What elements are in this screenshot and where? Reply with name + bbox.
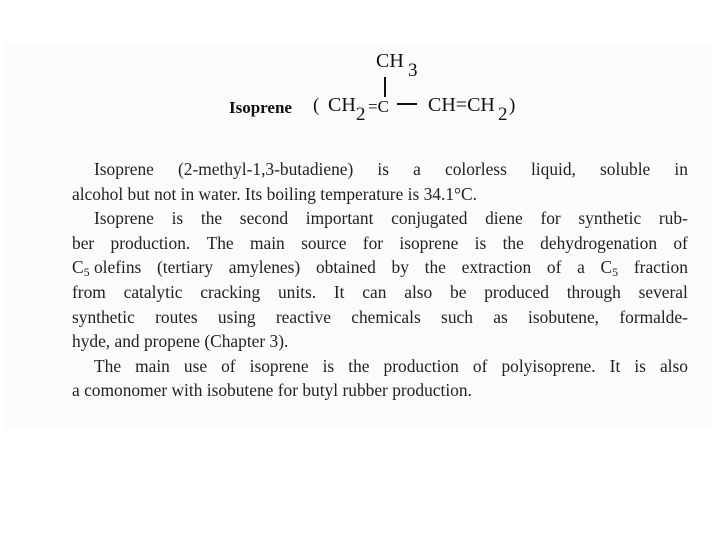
word: of [472,355,488,376]
formula-left-group-subscript: 2 [356,104,366,125]
word: such [441,306,473,327]
word: the [348,355,370,376]
word: from [72,281,106,302]
word: the [502,232,524,253]
word: extraction [461,257,532,278]
word: amylenes) [228,257,301,278]
word: Isoprene [94,208,154,229]
word: hyde, and propene (Chapter 3). [72,331,289,352]
word: of [546,257,562,278]
c5-term [72,255,141,280]
formula-open-paren: ( [313,95,320,116]
formula-right-group: CH=CH [428,94,495,116]
word: a [577,257,585,278]
word: for [362,232,384,253]
word: important [305,208,374,229]
word: (2-methyl-1,3-butadiene) [178,159,354,179]
word: through [566,281,621,302]
text-line [72,378,688,403]
word: diene [485,208,523,229]
text-line [72,255,688,280]
word: soluble [600,159,651,179]
word: main [135,355,170,376]
word: routes [155,306,198,327]
word: chemicals [351,306,421,327]
word: main [249,232,285,253]
text-line [72,329,688,354]
formula-branch-group-subscript: 3 [408,60,418,81]
c5-following-word: olefins [89,257,142,278]
formula-double-bond-carbon: =C [368,97,389,116]
c5-term [601,255,619,280]
word: also [404,281,433,302]
word: in [674,159,688,179]
word: the [200,208,223,229]
c5-letter: C [600,257,613,278]
word: production [383,355,459,376]
word: use [183,355,208,376]
word: alcohol but not in water. Its boiling temperature is 34.1°C. [72,183,477,204]
word: liquid, [530,159,576,179]
word: is [634,355,646,376]
text-line [72,182,688,207]
formula-close-paren: ) [509,95,516,116]
c5-subscript: 5 [83,265,90,280]
text-line [72,157,688,182]
word: by [391,257,409,278]
body-text [72,157,688,403]
word: formalde- [619,306,688,327]
word: of [221,355,236,376]
formula-branch-group: CH [376,50,404,72]
word: It [609,355,621,376]
word: cracking [200,281,261,302]
word: Isoprene [94,159,154,179]
word: units. [277,281,317,302]
word: catalytic [123,281,183,302]
text-line [72,231,688,256]
paragraph-1 [72,157,688,206]
formula-label: Isoprene [229,98,292,117]
text-line [72,206,688,231]
word: fraction [633,257,688,278]
paragraph-2 [72,206,688,354]
word: is [322,355,335,376]
word: is [171,208,184,229]
word: the [424,257,446,278]
formula-left-group: CH [328,94,356,116]
word: isobutene, [528,306,600,327]
formula-right-group-subscript: 2 [498,104,508,125]
c5-letter: C [72,257,84,278]
word: conjugated [391,208,468,229]
word: several [638,281,688,302]
word: isoprene [249,355,309,376]
word: for [540,208,561,229]
c5-subscript: 5 [612,265,619,280]
isoprene-structural-formula [0,0,720,140]
text-line [72,280,688,305]
word: polyisoprene. [501,355,596,376]
word: a [413,159,421,179]
word: colorless [445,159,507,179]
word: synthetic [578,208,642,229]
word: using [217,306,256,327]
word: also [659,355,688,376]
text-line [72,354,688,379]
word: isoprene [399,232,459,253]
word: is [377,159,390,179]
word: as [493,306,508,327]
word: The [206,232,234,253]
word: The [94,355,122,376]
word: is [474,232,487,253]
single-bond-line [397,103,417,105]
word: reactive [275,306,331,327]
text-line [72,305,688,330]
word: produced [484,281,549,302]
word: It [333,281,345,302]
word: (tertiary [157,257,214,278]
word: a comonomer with isobutene for butyl rubber production. [72,380,472,401]
word: source [301,232,347,253]
paragraph-3 [72,354,688,403]
word: rub- [658,208,688,229]
vertical-bond-line [384,77,386,97]
word: second [239,208,289,229]
word: ber [72,232,95,253]
word: be [450,281,467,302]
word: can [362,281,387,302]
word: production. [110,232,191,253]
word: of [673,232,688,253]
word: obtained [315,257,376,278]
word: dehydrogenation [540,232,658,253]
word: synthetic [72,306,135,327]
